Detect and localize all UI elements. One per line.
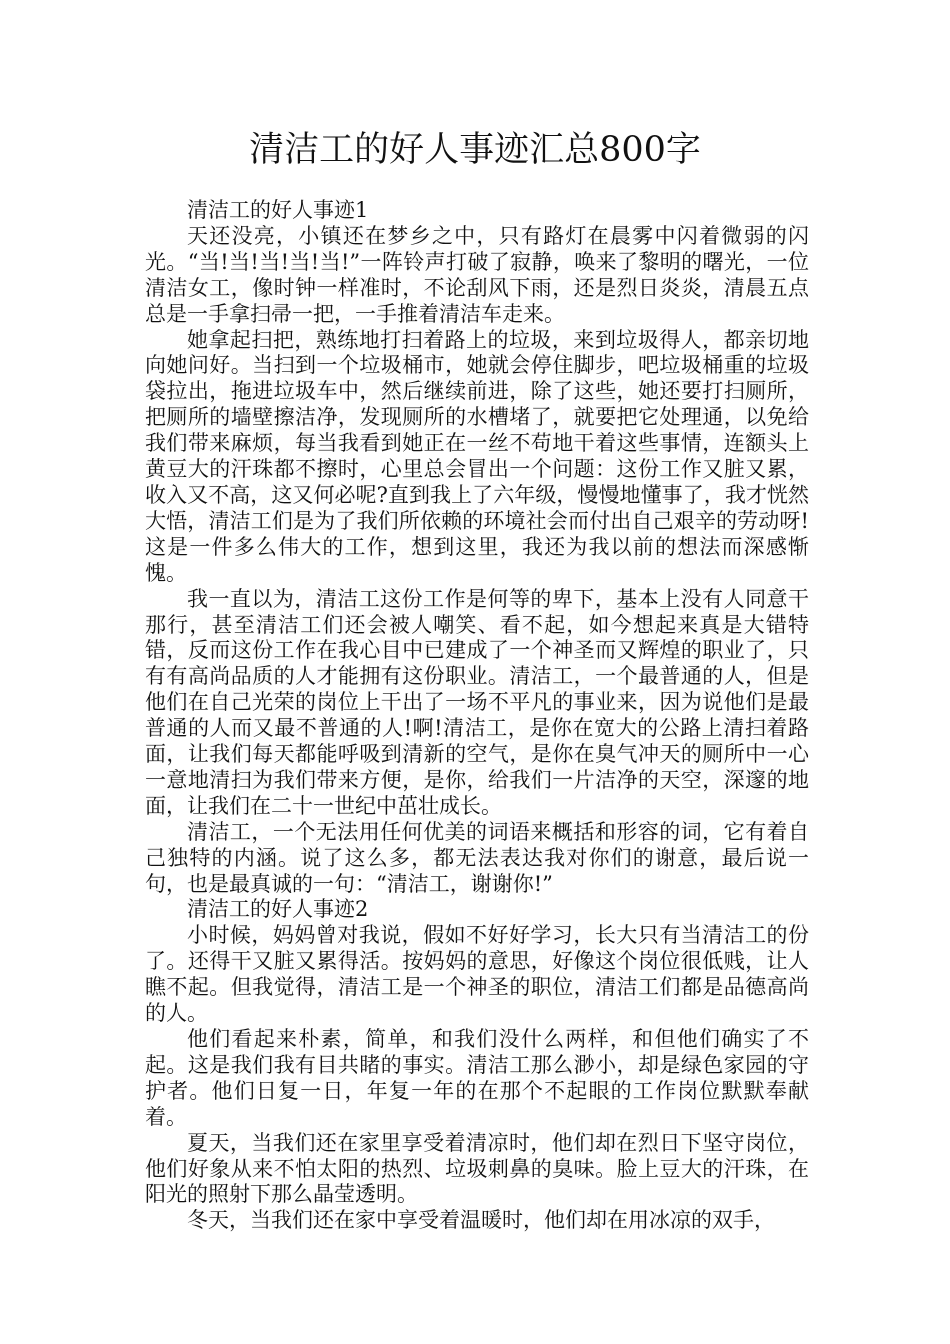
- paragraph: 小时候，妈妈曾对我说，假如不好好学习，长大只有当清洁工的份了。还得干又脏又累得活。按妈妈的意思，好像这个岗位很低贱，让人瞧不起。但我觉得，清洁工是一个神圣的职位，清洁工们都是品德高尚的人。: [145, 923, 809, 1026]
- paragraph: 他们看起来朴素，简单，和我们没什么两样，和但他们确实了不起。这是我们我有目共睹的事实。清洁工那么渺小，却是绿色家园的守护者。他们日复一日，年复一年的在那个不起眼的工作岗位默默奉献着。: [145, 1027, 809, 1129]
- document-body: [145, 198, 809, 1234]
- section-heading-2: 清洁工的好人事迹2: [187, 897, 369, 922]
- paragraph: 清洁工，一个无法用任何优美的词语来概括和形容的词，它有着自己独特的内涵。说了这么多，都无法表达我对你们的谢意，最后说一句，也是最真诚的一句：“清洁工，谢谢你!”: [145, 819, 809, 896]
- paragraph: 我一直以为，清洁工这份工作是何等的卑下，基本上没有人同意干那行，甚至清洁工们还会被人嘲笑、看不起，如今想起来真是大错特错，反而这份工作在我心目中已建成了一个神圣而又辉煌的职业了，只有有高尚品质的人才能拥有这份职业。清洁工，一个最普通的人，但是他们在自己光荣的岗位上干出了一场不平凡的事业来，因为说他们是最普通的人而又最不普通的人!啊!清洁工，是你在宽大的公路上清扫着路面，让我们每天都能呼吸到清新的空气，是你在臭气冲天的厕所中一心一意地清扫为我们带来方便，是你，给我们一片洁净的天空，深邃的地面，让我们在二十一世纪中茁壮成长。: [145, 586, 809, 818]
- paragraph: 冬天，当我们还在家中享受着温暖时，他们却在用冰凉的双手，: [187, 1208, 775, 1233]
- document-title: 清洁工的好人事迹汇总800字: [249, 130, 701, 170]
- paragraph: 夏天，当我们还在家里享受着清凉时，他们却在烈日下坚守岗位，他们好象从来不怕太阳的热烈、垃圾刺鼻的臭味。脸上豆大的汗珠，在阳光的照射下那么晶莹透明。: [145, 1130, 809, 1207]
- section-heading-1: 清洁工的好人事迹1: [187, 198, 369, 222]
- paragraph: 她拿起扫把，熟练地打扫着路上的垃圾，来到垃圾得人，都亲切地向她问好。当扫到一个垃圾桶市，她就会停住脚步，吧垃圾桶重的垃圾袋拉出，拖进垃圾车中，然后继续前进，除了这些，她还要打扫厕所，把厕所的墙壁擦洁净，发现厕所的水槽堵了，就要把它处理通，以免给我们带来麻烦，每当我看到她正在一丝不苟地干着这些事情，连额头上黄豆大的汗珠都不擦时，心里总会冒出一个问题：这份工作又脏又累，收入又不高，这又何必呢?直到我上了六年级，慢慢地懂事了，我才恍然大悟，清洁工们是为了我们所依赖的环境社会而付出自己艰辛的劳动呀!这是一件多么伟大的工作，想到这里，我还为我以前的想法而深感惭愧。: [145, 327, 809, 585]
- paragraph: 天还没亮，小镇还在梦乡之中，只有路灯在晨雾中闪着微弱的闪光。“当!当!当!当!当!”一阵铃声打破了寂静，唤来了黎明的曙光，一位清洁女工，像时钟一样准时，不论刮风下雨，还是烈日炎炎，清晨五点总是一手拿扫帚一把，一手推着清洁车走来。: [145, 223, 809, 326]
